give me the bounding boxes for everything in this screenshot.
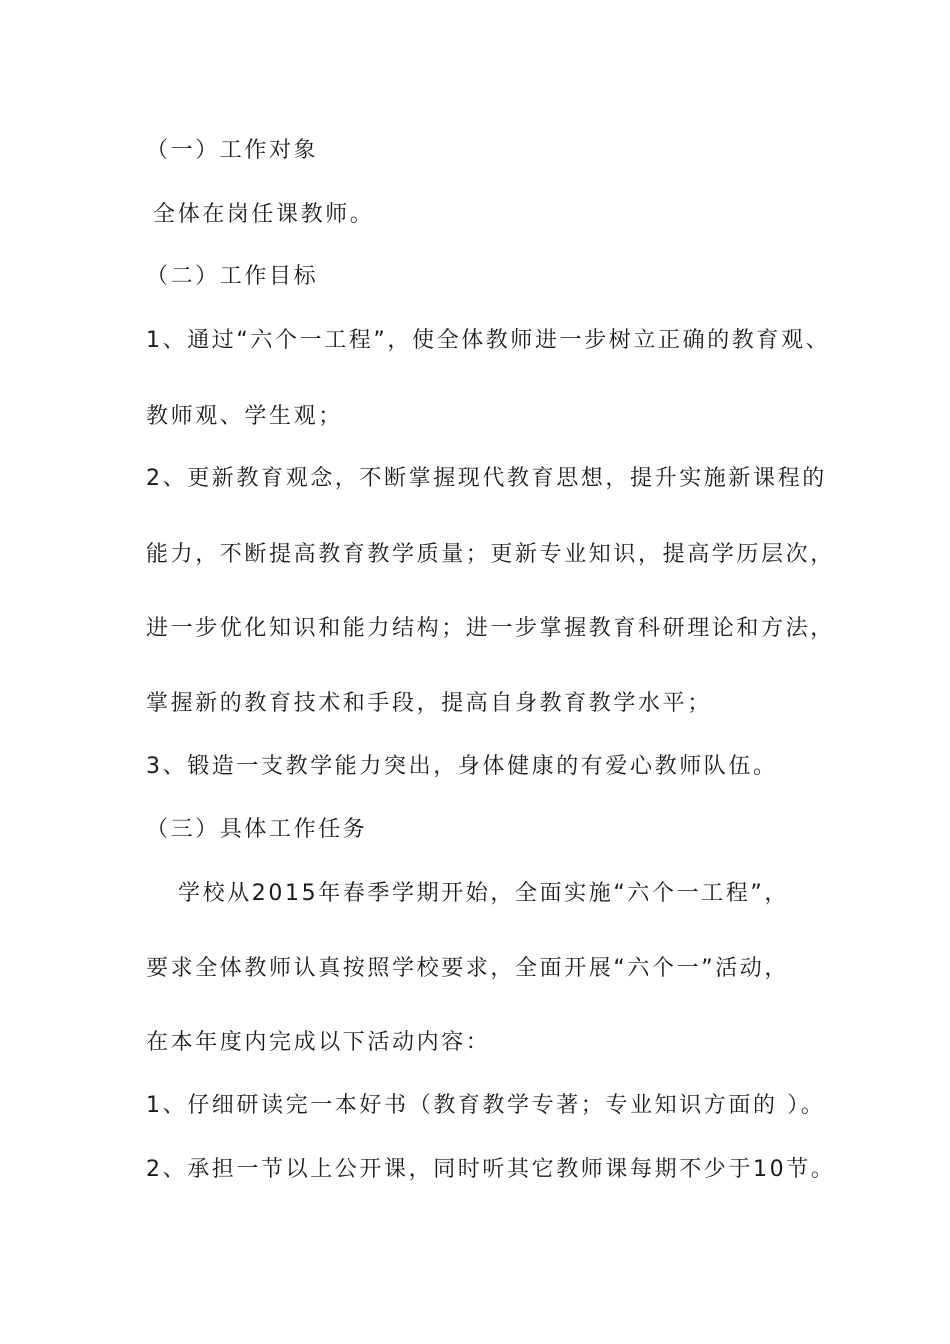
paragraph-line: 学校从2015年春季学期开始，全面实施“六个一工程”，	[178, 881, 789, 906]
paragraph-line: 进一步优化知识和能力结构；进一步掌握教育科研理论和方法，	[146, 616, 835, 641]
list-item: 1、仔细研读完一本好书（教育教学专著；专业知识方面的 ）。	[146, 1093, 826, 1118]
paragraph-line: 全体在岗任课教师。	[153, 202, 375, 227]
section-heading-work-goal: （二）工作目标	[146, 264, 319, 289]
paragraph-line: 教师观、学生观；	[146, 404, 343, 429]
paragraph-line: 3、锻造一支教学能力突出，身体健康的有爱心教师队伍。	[146, 754, 778, 779]
section-heading-specific-tasks: （三）具体工作任务	[146, 817, 368, 842]
list-item: 2、承担一节以上公开课，同时听其它教师课每期不少于10节。	[146, 1157, 836, 1182]
paragraph-line: 能力，不断提高教育教学质量；更新专业知识，提高学历层次，	[146, 542, 835, 567]
paragraph-line: 在本年度内完成以下活动内容：	[146, 1030, 491, 1055]
paragraph-line: 1、通过“六个一工程”，使全体教师进一步树立正确的教育观、	[146, 328, 831, 353]
section-heading-work-target: （一）工作对象	[146, 138, 319, 163]
paragraph-line: 2、更新教育观念，不断掌握现代教育思想，提升实施新课程的	[146, 466, 827, 491]
paragraph-line: 要求全体教师认真按照学校要求，全面开展“六个一”活动，	[146, 956, 789, 981]
paragraph-line: 掌握新的教育技术和手段，提高自身教育教学水平；	[146, 691, 712, 716]
